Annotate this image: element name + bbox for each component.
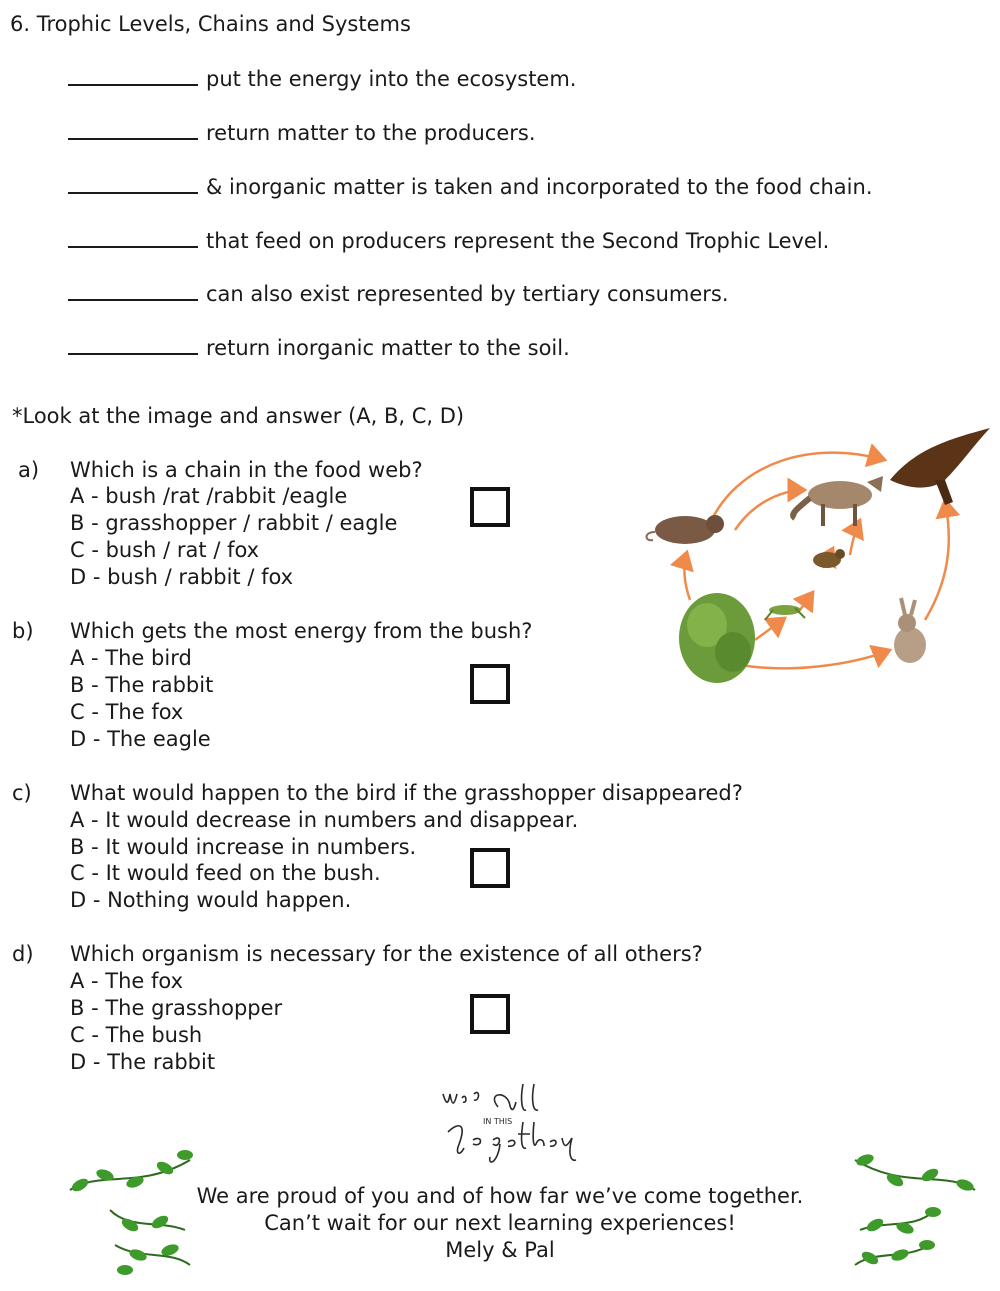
answer-blank[interactable]: [68, 339, 198, 355]
option: B - The rabbit: [70, 673, 214, 697]
answer-blank[interactable]: [68, 178, 198, 194]
fill-blank-1: [68, 67, 576, 91]
answer-box-b[interactable]: [470, 664, 510, 704]
food-web-illustration: [645, 420, 995, 690]
svg-text:IN THIS: IN THIS: [483, 1117, 513, 1126]
question-text: Which gets the most energy from the bush?: [70, 619, 533, 643]
option: A - bush /rat /rabbit /eagle: [70, 484, 348, 508]
question-letter: a): [18, 458, 40, 482]
together-logo: [438, 1082, 578, 1177]
fox-icon: [793, 476, 883, 526]
answer-blank[interactable]: [68, 232, 198, 248]
option: D - Nothing would happen.: [70, 888, 352, 912]
rabbit-icon: [894, 598, 926, 663]
fill-blank-5: [68, 282, 729, 306]
option: C - The bush: [70, 1023, 203, 1047]
section-title: 6. Trophic Levels, Chains and Systems: [10, 12, 411, 36]
option: A - The bird: [70, 646, 192, 670]
fill-blank-text: & inorganic matter is taken and incorporated to the food chain.: [206, 175, 873, 199]
grasshopper-icon: [765, 605, 805, 620]
answer-blank[interactable]: [68, 70, 198, 86]
footer-line-2: Can’t wait for our next learning experiences!: [264, 1211, 736, 1235]
footer-signature: Mely & Pal: [445, 1238, 555, 1262]
option: B - It would increase in numbers.: [70, 835, 417, 859]
option: A - The fox: [70, 969, 184, 993]
option: B - The grasshopper: [70, 996, 283, 1020]
answer-box-c[interactable]: [470, 848, 510, 888]
fill-blank-text: that feed on producers represent the Second Trophic Level.: [206, 229, 830, 253]
answer-box-a[interactable]: [470, 487, 510, 527]
option: D - The eagle: [70, 727, 211, 751]
fill-blank-text: put the energy into the ecosystem.: [206, 67, 577, 91]
option: D - bush / rabbit / fox: [70, 565, 294, 589]
option: C - bush / rat / fox: [70, 538, 260, 562]
footer-line-1: We are proud of you and of how far we’ve come together.: [196, 1184, 804, 1208]
instruction: *Look at the image and answer (A, B, C, D): [12, 404, 465, 428]
option: C - It would feed on the bush.: [70, 861, 381, 885]
bush-icon: [679, 593, 755, 683]
fill-blank-text: return matter to the producers.: [206, 121, 536, 145]
fill-blank-4: [68, 229, 829, 253]
rat-icon: [647, 515, 725, 544]
question-letter: b): [12, 619, 34, 643]
fill-blank-text: can also exist represented by tertiary consumers.: [206, 282, 729, 306]
option: D - The rabbit: [70, 1050, 216, 1074]
question-letter: c): [12, 781, 32, 805]
fill-blank-3: [68, 175, 873, 199]
option: A - It would decrease in numbers and disappear.: [70, 808, 579, 832]
fill-blank-2: [68, 121, 536, 145]
option: B - grasshopper / rabbit / eagle: [70, 511, 398, 535]
eagle-icon: [890, 428, 990, 505]
answer-blank[interactable]: [68, 124, 198, 140]
question-text: Which is a chain in the food web?: [70, 458, 423, 482]
question-text: Which organism is necessary for the existence of all others?: [70, 942, 703, 966]
answer-box-d[interactable]: [470, 994, 510, 1034]
question-text: What would happen to the bird if the grasshopper disappeared?: [70, 781, 743, 805]
bird-icon: [813, 549, 845, 568]
option: C - The fox: [70, 700, 184, 724]
answer-blank[interactable]: [68, 285, 198, 301]
question-letter: d): [12, 942, 34, 966]
fill-blank-text: return inorganic matter to the soil.: [206, 336, 570, 360]
fill-blank-6: [68, 336, 570, 360]
